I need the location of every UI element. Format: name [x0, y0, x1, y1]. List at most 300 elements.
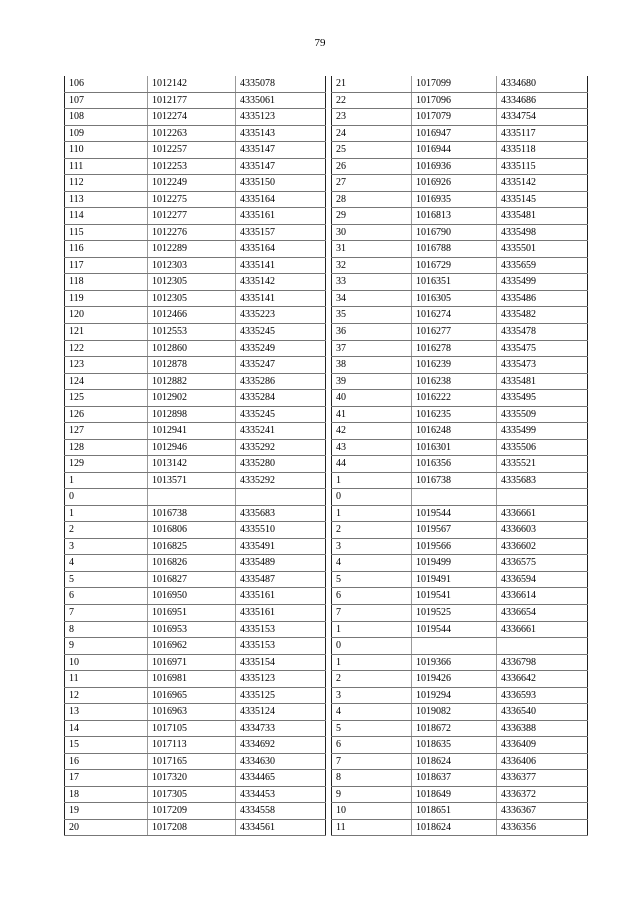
point-number-cell: 20: [65, 819, 148, 836]
y-coordinate-cell: 4336594: [497, 571, 588, 588]
table-row: [332, 125, 588, 142]
y-coordinate-cell: 4335509: [497, 406, 588, 423]
table-row: [65, 109, 326, 126]
y-coordinate-cell: 4334680: [497, 76, 588, 92]
point-number-cell: 30: [332, 224, 412, 241]
x-coordinate-cell: 1016825: [148, 538, 236, 555]
y-coordinate-cell: 4335478: [497, 323, 588, 340]
point-number-cell: 11: [332, 819, 412, 836]
point-number-cell: 28: [332, 191, 412, 208]
y-coordinate-cell: 4336661: [497, 505, 588, 522]
x-coordinate-cell: 1016813: [412, 208, 497, 225]
table-row: [332, 505, 588, 522]
point-number-cell: 31: [332, 241, 412, 258]
y-coordinate-cell: 4335489: [236, 555, 326, 572]
point-number-cell: 10: [65, 654, 148, 671]
y-coordinate-cell: 4335115: [497, 158, 588, 175]
x-coordinate-cell: 1016926: [412, 175, 497, 192]
table-row: [65, 224, 326, 241]
x-coordinate-cell: 1017209: [148, 803, 236, 820]
y-coordinate-cell: 4336603: [497, 522, 588, 539]
x-coordinate-cell: 1019426: [412, 671, 497, 688]
table-row: [65, 423, 326, 440]
table-row: [65, 92, 326, 109]
point-number-cell: 0: [332, 638, 412, 655]
table-row: [65, 125, 326, 142]
x-coordinate-cell: 1016827: [148, 571, 236, 588]
y-coordinate-cell: 4335475: [497, 340, 588, 357]
y-coordinate-cell: 4334733: [236, 720, 326, 737]
point-number-cell: 7: [332, 605, 412, 622]
y-coordinate-cell: 4334686: [497, 92, 588, 109]
point-number-cell: 17: [65, 770, 148, 787]
x-coordinate-cell: 1012553: [148, 323, 236, 340]
y-coordinate-cell: 4334754: [497, 109, 588, 126]
table-row: [332, 357, 588, 374]
coordinates-table-left: [64, 76, 326, 836]
point-number-cell: 6: [65, 588, 148, 605]
x-coordinate-cell: 1016351: [412, 274, 497, 291]
x-coordinate-cell: 1012878: [148, 357, 236, 374]
x-coordinate-cell: 1012289: [148, 241, 236, 258]
x-coordinate-cell: 1016981: [148, 671, 236, 688]
x-coordinate-cell: 1012946: [148, 439, 236, 456]
table-row: [332, 654, 588, 671]
point-number-cell: 114: [65, 208, 148, 225]
point-number-cell: 41: [332, 406, 412, 423]
point-number-cell: 35: [332, 307, 412, 324]
x-coordinate-cell: 1016826: [148, 555, 236, 572]
x-coordinate-cell: 1012142: [148, 76, 236, 92]
table-row: [65, 770, 326, 787]
table-row: [65, 803, 326, 820]
y-coordinate-cell: 4335153: [236, 621, 326, 638]
y-coordinate-cell: 4335161: [236, 588, 326, 605]
table-row: [332, 803, 588, 820]
y-coordinate-cell: 4335061: [236, 92, 326, 109]
x-coordinate-cell: 1019567: [412, 522, 497, 539]
point-number-cell: 5: [65, 571, 148, 588]
point-number-cell: 33: [332, 274, 412, 291]
point-number-cell: 6: [332, 737, 412, 754]
y-coordinate-cell: 4336540: [497, 704, 588, 721]
x-coordinate-cell: 1019499: [412, 555, 497, 572]
x-coordinate-cell: 1016950: [148, 588, 236, 605]
y-coordinate-cell: 4334692: [236, 737, 326, 754]
y-coordinate-cell: 4335142: [497, 175, 588, 192]
table-row: [332, 340, 588, 357]
y-coordinate-cell: 4334630: [236, 753, 326, 770]
x-coordinate-cell: 1016947: [412, 125, 497, 142]
x-coordinate-cell: 1016278: [412, 340, 497, 357]
point-number-cell: 126: [65, 406, 148, 423]
table-row: [332, 323, 588, 340]
x-coordinate-cell: 1017105: [148, 720, 236, 737]
point-number-cell: 39: [332, 373, 412, 390]
y-coordinate-cell: 4335499: [497, 274, 588, 291]
x-coordinate-cell: 1018624: [412, 753, 497, 770]
table-row: [65, 505, 326, 522]
point-number-cell: 109: [65, 125, 148, 142]
x-coordinate-cell: 1016953: [148, 621, 236, 638]
x-coordinate-cell: 1012860: [148, 340, 236, 357]
x-coordinate-cell: 1016248: [412, 423, 497, 440]
point-number-cell: 123: [65, 357, 148, 374]
table-row: [332, 621, 588, 638]
point-number-cell: 115: [65, 224, 148, 241]
x-coordinate-cell: 1017113: [148, 737, 236, 754]
y-coordinate-cell: 4335078: [236, 76, 326, 92]
x-coordinate-cell: 1019366: [412, 654, 497, 671]
x-coordinate-cell: 1016944: [412, 142, 497, 159]
y-coordinate-cell: 4335150: [236, 175, 326, 192]
table-row: [332, 406, 588, 423]
x-coordinate-cell: 1016729: [412, 257, 497, 274]
y-coordinate-cell: 4336642: [497, 671, 588, 688]
x-coordinate-cell: 1019294: [412, 687, 497, 704]
point-number-cell: 112: [65, 175, 148, 192]
point-number-cell: 8: [332, 770, 412, 787]
x-coordinate-cell: 1016806: [148, 522, 236, 539]
x-coordinate-cell: 1012277: [148, 208, 236, 225]
y-coordinate-cell: 4335683: [497, 472, 588, 489]
point-number-cell: 4: [65, 555, 148, 572]
table-row: [332, 191, 588, 208]
table-row: [332, 737, 588, 754]
table-row: [65, 323, 326, 340]
point-number-cell: 121: [65, 323, 148, 340]
x-coordinate-cell: 1012941: [148, 423, 236, 440]
point-number-cell: 8: [65, 621, 148, 638]
point-number-cell: 2: [332, 522, 412, 539]
table-row: [332, 423, 588, 440]
x-coordinate-cell: 1016274: [412, 307, 497, 324]
table-row: [332, 704, 588, 721]
table-row: [65, 406, 326, 423]
x-coordinate-cell: 1019082: [412, 704, 497, 721]
y-coordinate-cell: 4334558: [236, 803, 326, 820]
table-row: [65, 555, 326, 572]
x-coordinate-cell: 1012263: [148, 125, 236, 142]
x-coordinate-cell: 1016965: [148, 687, 236, 704]
x-coordinate-cell: 1012466: [148, 307, 236, 324]
x-coordinate-cell: 1019541: [412, 588, 497, 605]
point-number-cell: 120: [65, 307, 148, 324]
x-coordinate-cell: 1016277: [412, 323, 497, 340]
x-coordinate-cell: 1012274: [148, 109, 236, 126]
table-row: [332, 373, 588, 390]
x-coordinate-cell: 1017320: [148, 770, 236, 787]
table-row: [332, 274, 588, 291]
y-coordinate-cell: 4336593: [497, 687, 588, 704]
point-number-cell: 11: [65, 671, 148, 688]
point-number-cell: 7: [65, 605, 148, 622]
table-row: [65, 720, 326, 737]
point-number-cell: 37: [332, 340, 412, 357]
x-coordinate-cell: 1018637: [412, 770, 497, 787]
y-coordinate-cell: 4335241: [236, 423, 326, 440]
y-coordinate-cell: 4335118: [497, 142, 588, 159]
point-number-cell: 108: [65, 109, 148, 126]
y-coordinate-cell: 4336367: [497, 803, 588, 820]
table-row: [65, 175, 326, 192]
table-row: [65, 373, 326, 390]
table-row: [65, 638, 326, 655]
y-coordinate-cell: 4334465: [236, 770, 326, 787]
y-coordinate-cell: 4335245: [236, 323, 326, 340]
table-row: [65, 191, 326, 208]
y-coordinate-cell: 4335164: [236, 241, 326, 258]
y-coordinate-cell: 4335506: [497, 439, 588, 456]
y-coordinate-cell: 4336602: [497, 538, 588, 555]
table-row: [65, 621, 326, 638]
table-row: [332, 588, 588, 605]
y-coordinate-cell: 4335521: [497, 456, 588, 473]
point-number-cell: 1: [65, 472, 148, 489]
table-row: [65, 605, 326, 622]
x-coordinate-cell: 1012902: [148, 390, 236, 407]
table-row: [332, 819, 588, 836]
point-number-cell: 22: [332, 92, 412, 109]
x-coordinate-cell: 1018624: [412, 819, 497, 836]
x-coordinate-cell: 1017208: [148, 819, 236, 836]
x-coordinate-cell: 1012898: [148, 406, 236, 423]
y-coordinate-cell: [497, 638, 588, 655]
point-number-cell: 1: [332, 654, 412, 671]
table-row: [332, 142, 588, 159]
table-row: [332, 638, 588, 655]
y-coordinate-cell: 4335510: [236, 522, 326, 539]
table-row: [65, 274, 326, 291]
point-number-cell: 21: [332, 76, 412, 92]
x-coordinate-cell: 1012305: [148, 274, 236, 291]
table-row: [65, 142, 326, 159]
x-coordinate-cell: 1018649: [412, 786, 497, 803]
table-row: [65, 522, 326, 539]
table-row: [65, 340, 326, 357]
x-coordinate-cell: 1017099: [412, 76, 497, 92]
y-coordinate-cell: 4336654: [497, 605, 588, 622]
table-row: [65, 671, 326, 688]
table-row: [332, 290, 588, 307]
table-row: [332, 489, 588, 506]
point-number-cell: 1: [65, 505, 148, 522]
point-number-cell: 24: [332, 125, 412, 142]
point-number-cell: 19: [65, 803, 148, 820]
x-coordinate-cell: 1019544: [412, 621, 497, 638]
table-row: [332, 720, 588, 737]
y-coordinate-cell: 4335481: [497, 373, 588, 390]
point-number-cell: 110: [65, 142, 148, 159]
x-coordinate-cell: 1016971: [148, 654, 236, 671]
table-row: [65, 208, 326, 225]
x-coordinate-cell: 1012882: [148, 373, 236, 390]
y-coordinate-cell: 4335117: [497, 125, 588, 142]
point-number-cell: 125: [65, 390, 148, 407]
point-number-cell: 127: [65, 423, 148, 440]
table-row: [332, 770, 588, 787]
point-number-cell: 1: [332, 472, 412, 489]
point-number-cell: 119: [65, 290, 148, 307]
table-row: [332, 538, 588, 555]
point-number-cell: 32: [332, 257, 412, 274]
x-coordinate-cell: 1019544: [412, 505, 497, 522]
point-number-cell: 107: [65, 92, 148, 109]
y-coordinate-cell: 4335141: [236, 257, 326, 274]
x-coordinate-cell: 1017305: [148, 786, 236, 803]
x-coordinate-cell: 1016239: [412, 357, 497, 374]
table-row: [332, 257, 588, 274]
y-coordinate-cell: 4336614: [497, 588, 588, 605]
table-row: [65, 76, 326, 92]
table-row: [65, 654, 326, 671]
table-row: [65, 472, 326, 489]
y-coordinate-cell: [497, 489, 588, 506]
y-coordinate-cell: 4335141: [236, 290, 326, 307]
y-coordinate-cell: 4335292: [236, 472, 326, 489]
table-row: [65, 753, 326, 770]
point-number-cell: 44: [332, 456, 412, 473]
x-coordinate-cell: 1012257: [148, 142, 236, 159]
point-number-cell: 15: [65, 737, 148, 754]
x-coordinate-cell: 1012253: [148, 158, 236, 175]
point-number-cell: 2: [65, 522, 148, 539]
x-coordinate-cell: 1016935: [412, 191, 497, 208]
point-number-cell: 5: [332, 571, 412, 588]
y-coordinate-cell: 4335143: [236, 125, 326, 142]
table-row: [332, 472, 588, 489]
y-coordinate-cell: 4335123: [236, 109, 326, 126]
point-number-cell: 111: [65, 158, 148, 175]
y-coordinate-cell: 4336409: [497, 737, 588, 754]
x-coordinate-cell: 1018651: [412, 803, 497, 820]
point-number-cell: 3: [332, 538, 412, 555]
table-row: [65, 307, 326, 324]
x-coordinate-cell: 1016936: [412, 158, 497, 175]
x-coordinate-cell: 1019566: [412, 538, 497, 555]
table-row: [332, 224, 588, 241]
point-number-cell: 6: [332, 588, 412, 605]
x-coordinate-cell: 1017165: [148, 753, 236, 770]
x-coordinate-cell: [148, 489, 236, 506]
point-number-cell: 16: [65, 753, 148, 770]
x-coordinate-cell: 1012249: [148, 175, 236, 192]
point-number-cell: 9: [65, 638, 148, 655]
point-number-cell: 34: [332, 290, 412, 307]
point-number-cell: 27: [332, 175, 412, 192]
y-coordinate-cell: 4336661: [497, 621, 588, 638]
table-row: [65, 737, 326, 754]
point-number-cell: 4: [332, 555, 412, 572]
y-coordinate-cell: 4335125: [236, 687, 326, 704]
table-row: [332, 555, 588, 572]
table-row: [65, 571, 326, 588]
y-coordinate-cell: 4334453: [236, 786, 326, 803]
table-row: [65, 538, 326, 555]
point-number-cell: 5: [332, 720, 412, 737]
point-number-cell: 124: [65, 373, 148, 390]
x-coordinate-cell: 1019491: [412, 571, 497, 588]
point-number-cell: 14: [65, 720, 148, 737]
y-coordinate-cell: 4334561: [236, 819, 326, 836]
point-number-cell: 3: [332, 687, 412, 704]
table-row: [332, 390, 588, 407]
point-number-cell: 129: [65, 456, 148, 473]
table-row: [65, 257, 326, 274]
table-row: [65, 588, 326, 605]
table-row: [332, 76, 588, 92]
table-row: [332, 605, 588, 622]
table-row: [65, 439, 326, 456]
y-coordinate-cell: 4335154: [236, 654, 326, 671]
y-coordinate-cell: 4335249: [236, 340, 326, 357]
point-number-cell: 18: [65, 786, 148, 803]
y-coordinate-cell: 4335157: [236, 224, 326, 241]
table-row: [65, 241, 326, 258]
y-coordinate-cell: 4335147: [236, 142, 326, 159]
x-coordinate-cell: 1016963: [148, 704, 236, 721]
table-row: [332, 456, 588, 473]
point-number-cell: 7: [332, 753, 412, 770]
y-coordinate-cell: 4336798: [497, 654, 588, 671]
y-coordinate-cell: 4335498: [497, 224, 588, 241]
point-number-cell: 12: [65, 687, 148, 704]
x-coordinate-cell: 1013142: [148, 456, 236, 473]
x-coordinate-cell: 1016235: [412, 406, 497, 423]
y-coordinate-cell: 4335247: [236, 357, 326, 374]
y-coordinate-cell: 4335142: [236, 274, 326, 291]
table-row: [332, 307, 588, 324]
table-row: [332, 241, 588, 258]
point-number-cell: 38: [332, 357, 412, 374]
table-row: [65, 158, 326, 175]
y-coordinate-cell: 4335501: [497, 241, 588, 258]
y-coordinate-cell: 4336356: [497, 819, 588, 836]
y-coordinate-cell: 4335161: [236, 208, 326, 225]
point-number-cell: 1: [332, 621, 412, 638]
point-number-cell: 40: [332, 390, 412, 407]
point-number-cell: 116: [65, 241, 148, 258]
x-coordinate-cell: 1017096: [412, 92, 497, 109]
x-coordinate-cell: 1016738: [412, 472, 497, 489]
point-number-cell: 0: [332, 489, 412, 506]
table-row: [332, 175, 588, 192]
x-coordinate-cell: 1012303: [148, 257, 236, 274]
y-coordinate-cell: 4335123: [236, 671, 326, 688]
table-row: [65, 290, 326, 307]
table-row: [332, 439, 588, 456]
y-coordinate-cell: 4335284: [236, 390, 326, 407]
point-number-cell: 42: [332, 423, 412, 440]
x-coordinate-cell: 1012276: [148, 224, 236, 241]
table-row: [65, 489, 326, 506]
point-number-cell: 3: [65, 538, 148, 555]
table-row: [332, 571, 588, 588]
x-coordinate-cell: 1018672: [412, 720, 497, 737]
y-coordinate-cell: 4336388: [497, 720, 588, 737]
y-coordinate-cell: 4335245: [236, 406, 326, 423]
y-coordinate-cell: 4335292: [236, 439, 326, 456]
y-coordinate-cell: 4335473: [497, 357, 588, 374]
y-coordinate-cell: 4336406: [497, 753, 588, 770]
point-number-cell: 43: [332, 439, 412, 456]
point-number-cell: 26: [332, 158, 412, 175]
y-coordinate-cell: 4335286: [236, 373, 326, 390]
table-row: [332, 786, 588, 803]
y-coordinate-cell: 4335481: [497, 208, 588, 225]
table-row: [65, 357, 326, 374]
table-row: [332, 158, 588, 175]
